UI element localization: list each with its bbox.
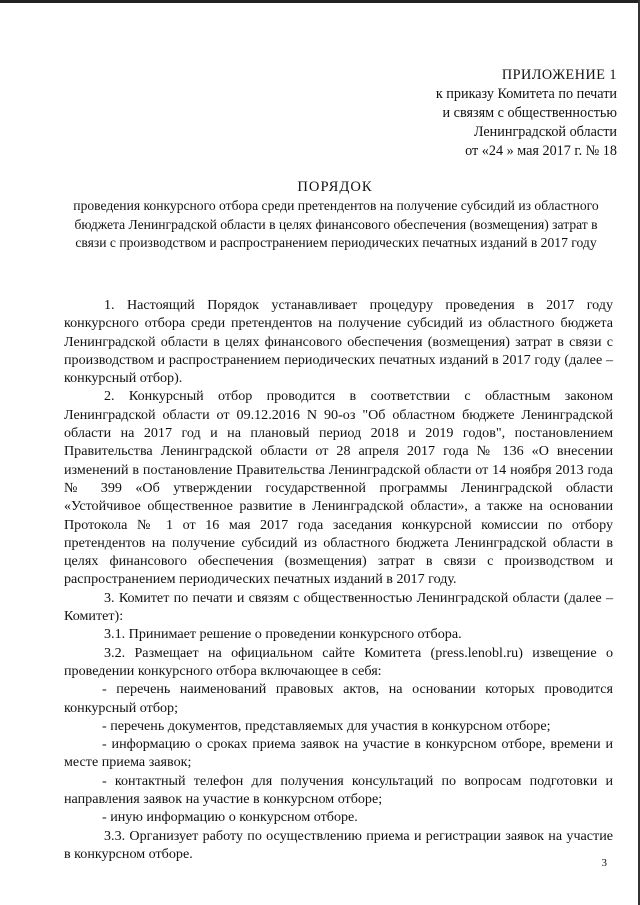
- paragraph-3-2: 3.2. Размещает на официальном сайте Комитета (press.lenobl.ru) извещение о проведении конкурсного отбора включающее в себя:: [64, 644, 613, 679]
- appendix-block: [357, 66, 617, 161]
- list-item: - иную информацию о конкурсном отборе.: [102, 809, 358, 826]
- document-body: [64, 296, 613, 863]
- paragraph-1: 1. Настоящий Порядок устанавливает процедуру проведения в 2017 году конкурсного отбора среди претендентов на получение субсидий из областного бюджета Ленинградской области в целях финансового обеспечения (возмещения) затрат в связи с производством и распространением периодических печатных изданий в 2017 году (далее – конкурсный отбор).: [64, 297, 613, 387]
- document-heading: ПОРЯДОК: [297, 179, 373, 195]
- paragraph-2: 2. Конкурсный отбор проводится в соответствии с областным законом Ленинградской области от 09.12.2016 N 90-оз "Об областном бюджете Ленинградской области на 2017 год и на плановый период 2018 и 2019 годов", постановлением Правительства Ленинградской области от 28 апреля 2017 года № 136 «О внесении изменений в постановление Правительства Ленинградской области от 14 ноября 2013 года № 399 «Об утверждении государственной программы Ленинградской области «Устойчивое общественное развитие в Ленинградской области», а также на основании Протокола № 1 от 16 мая 2017 года заседания конкурсной комиссии по отбору претендентов на получение субсидий из областного бюджета Ленинградской области в целях финансового обеспечения (возмещения) затрат в связи с производством и распространением периодических печатных изданий в 2017 году.: [64, 388, 613, 588]
- appendix-line: Ленинградской области: [473, 124, 617, 140]
- scan-edge-top: [0, 0, 640, 3]
- appendix-title: ПРИЛОЖЕНИЕ 1: [501, 67, 617, 83]
- paragraph-3: 3. Комитет по печати и связям с общественностью Ленинградской области (далее – Комитет):: [64, 589, 613, 625]
- list-item: - информацию о сроках приема заявок на участие в конкурсном отборе, времени и месте приема заявок;: [64, 736, 613, 771]
- list-item: - перечень документов, представляемых для участия в конкурсном отборе;: [102, 717, 551, 734]
- appendix-line: к приказу Комитета по печати: [435, 86, 617, 102]
- page-number: 3: [601, 857, 607, 869]
- list-item: - контактный телефон для получения консультаций по вопросам подготовки и направления заявок на участие в конкурсном отборе;: [64, 772, 613, 808]
- paragraph-3-1: 3.1. Принимает решение о проведении конкурсного отбора.: [104, 626, 462, 643]
- paragraph-3-3: 3.3. Организует работу по осуществлению приема и регистрации заявок на участие в конкурсном отборе.: [64, 827, 613, 862]
- list-item: - перечень наименований правовых актов, на основании которых проводится конкурсный отбор;: [64, 681, 613, 716]
- appendix-date-line: от «24 » мая 2017 г. № 18: [465, 143, 617, 159]
- appendix-line: и связям с общественностью: [442, 105, 617, 121]
- document-subtitle: проведения конкурсного отбора среди претендентов на получение субсидий из областного бюджета Ленинградской области в целях финансового обеспечения (возмещения) затрат в связи с производством и распространением периодических печатных изданий в 2017 году: [73, 198, 599, 250]
